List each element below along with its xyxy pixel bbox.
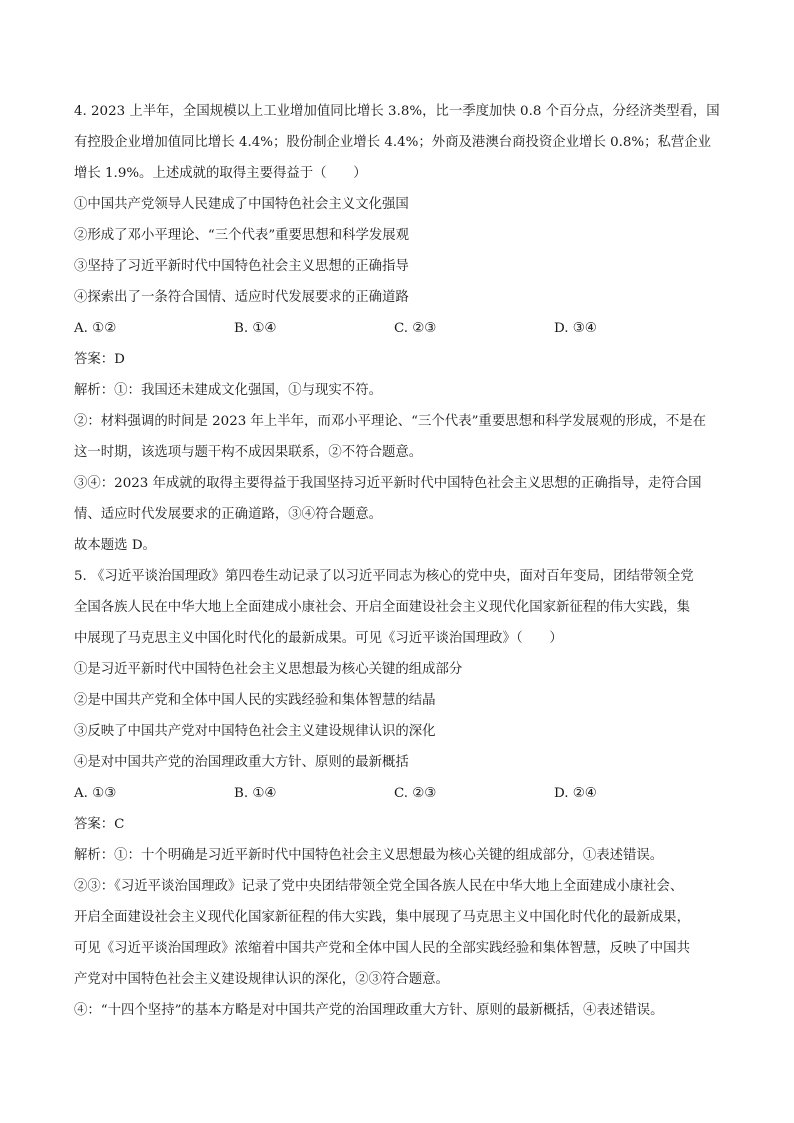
q5-analysis-line: ②③：《习近平谈治国理政》记录了党中央团结带领全党全国各族人民在中华大地上全面建成小康社会、 — [74, 879, 684, 894]
q5-option-1: ①是习近平新时代中国特色社会主义思想最为核心关键的组成部分 — [74, 662, 463, 677]
document-page — [74, 96, 724, 1026]
q5-stem-line: 中展现了马克思主义中国化时代化的最新成果。可见《习近平谈治国理政》（ ） — [74, 631, 563, 646]
q5-option-2: ②是中国共产党和全体中国人民的实践经验和集体智慧的结晶 — [74, 693, 436, 708]
q4-analysis-line: ②：材料强调的时间是 2023 年上半年，而邓小平理论、“三个代表”重要思想和科学发展观的形成，不是在 — [74, 414, 707, 429]
q5-stem-line: 5. 《习近平谈治国理政》第四卷生动记录了以习近平同志为核心的党中央，面对百年变局，团结带领全党 — [74, 569, 694, 584]
q5-analysis-line: 可见《习近平谈治国理政》浓缩着中国共产党和全体中国人民的全部实践经验和集体智慧，反映了中国共 — [74, 941, 690, 956]
q4-option-3: ③坚持了习近平新时代中国特色社会主义思想的正确指导 — [74, 259, 409, 274]
q4-option-4: ④探索出了一条符合国情、适应时代发展要求的正确道路 — [74, 290, 409, 305]
q4-choice-c: C. ②③ — [394, 321, 437, 336]
q4-analysis-line: 故本题选 D。 — [74, 538, 156, 553]
q4-choice-a: A. ①② — [74, 321, 117, 336]
q5-answer: 答案：C — [74, 817, 125, 832]
q4-analysis-line: 解析：①：我国还未建成文化强国，①与现实不符。 — [74, 383, 382, 398]
q4-answer: 答案：D — [74, 352, 125, 367]
q4-stem-line: 有控股企业增加值同比增长 4.4%；股份制企业增长 4.4%；外商及港澳台商投资企业增长 0.8%；私营企业 — [74, 135, 712, 150]
question-5 — [74, 561, 724, 1026]
q5-analysis-line: ④：“十四个坚持”的基本方略是对中国共产党的治国理政重大方针、原则的最新概括，④表述错误。 — [74, 1003, 664, 1018]
q5-analysis-line: 产党对中国特色社会主义建设规律认识的深化，②③符合题意。 — [74, 972, 449, 987]
q5-analysis-line: 开启全面建设社会主义现代化国家新征程的伟大实践，集中展现了马克思主义中国化时代化的最新成果， — [74, 910, 690, 925]
q5-choice-b: B. ①④ — [234, 786, 277, 801]
q5-stem-line: 全国各族人民在中华大地上全面建成小康社会、开启全面建设社会主义现代化国家新征程的伟大实践，集 — [74, 600, 690, 615]
q4-option-2: ②形成了邓小平理论、“三个代表”重要思想和科学发展观 — [74, 228, 410, 243]
q4-analysis-line: ③④：2023 年成就的取得主要得益于我国坚持习近平新时代中国特色社会主义思想的正确指导，走符合国 — [74, 476, 702, 491]
q4-option-1: ①中国共产党领导人民建成了中国特色社会主义文化强国 — [74, 197, 409, 212]
q5-option-4: ④是对中国共产党的治国理政重大方针、原则的最新概括 — [74, 755, 409, 770]
q5-choice-c: C. ②③ — [394, 786, 437, 801]
question-4 — [74, 96, 724, 561]
q4-choice-d: D. ③④ — [554, 321, 597, 336]
q5-choices — [74, 778, 724, 809]
q5-choice-a: A. ①③ — [74, 786, 117, 801]
q4-analysis-line: 这一时期，该选项与题干构不成因果联系，②不符合题意。 — [74, 445, 423, 460]
q4-choices — [74, 313, 724, 344]
q5-option-3: ③反映了中国共产党对中国特色社会主义建设规律认识的深化 — [74, 724, 436, 739]
q5-choice-d: D. ②④ — [554, 786, 597, 801]
q4-stem-line: 增长 1.9%。上述成就的取得主要得益于（ ） — [74, 166, 367, 181]
q4-analysis-line: 情、适应时代发展要求的正确道路，③④符合题意。 — [74, 507, 382, 522]
q5-analysis-line: 解析：①：十个明确是习近平新时代中国特色社会主义思想最为核心关键的组成部分，①表述错误。 — [74, 848, 664, 863]
q4-stem-line: 4. 2023 上半年，全国规模以上工业增加值同比增长 3.8%，比一季度加快 0.8 个百分点，分经济类型看，国 — [74, 104, 720, 119]
q4-choice-b: B. ①④ — [234, 321, 277, 336]
